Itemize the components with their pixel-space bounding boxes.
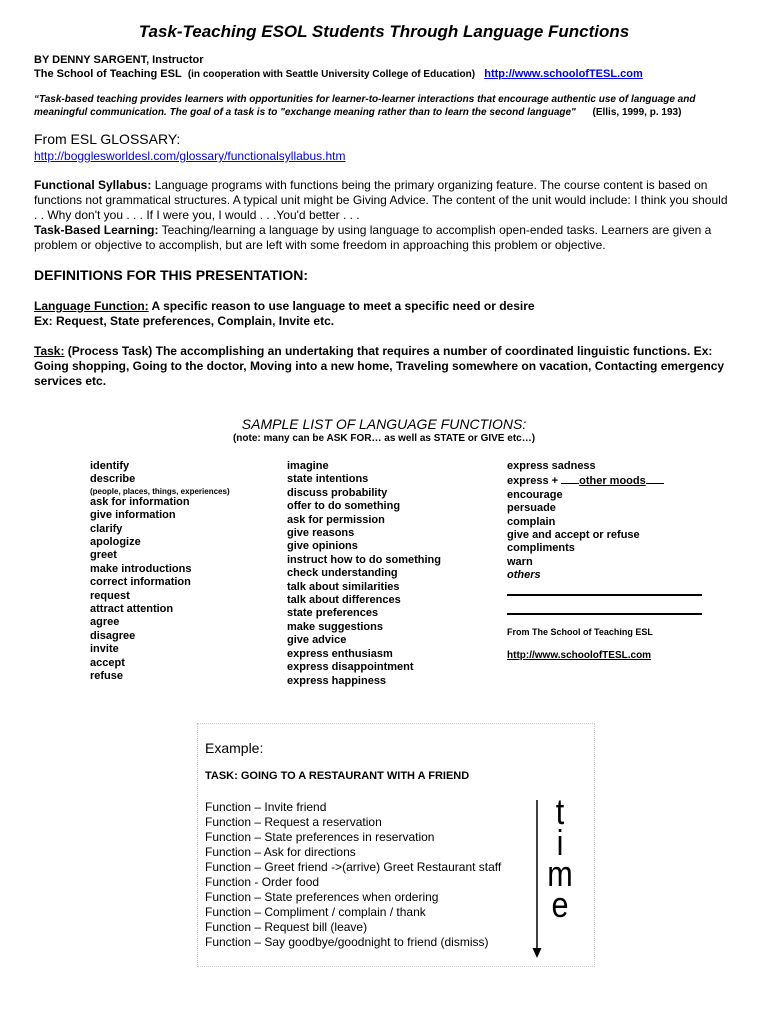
list-item: give advice [287,634,347,647]
glossary-link[interactable]: http://bogglesworldesl.com/glossary/functionalsyllabus.htm [34,149,346,163]
list-item: express happiness [287,674,387,687]
definitions-heading: DEFINITIONS FOR THIS PRESENTATION: [34,267,309,283]
list-item: request [90,589,130,602]
time-letter: e [551,884,569,925]
language-function-text: A specific reason to use language to meet a specific need or desire [148,299,535,313]
school-link[interactable]: http://www.schoolofTESL.com [484,68,643,80]
blank-line [561,473,579,484]
time-letter: i [556,822,564,863]
list-item: discuss probability [287,486,388,499]
list-item: compliments [507,542,575,555]
list-item: Function – Invite friend [205,800,327,814]
list-item: disagree [90,629,136,642]
list-item: state preferences [287,607,379,620]
list-item: Function – Ask for directions [205,845,356,859]
glossary-heading: From ESL GLOSSARY: [34,131,181,147]
list-item: express sadness [507,460,596,472]
sample-list-note: (note: many can be ASK FOR… as well as STATE or GIVE etc…) [232,433,536,444]
time-word [544,791,576,925]
functional-syllabus-text: Language programs with functions being the primary organizing feature. The course content is based on functions not grammatical structures. A typical unit might be Giving Advice. The content of the unit would include: I think you should . . Why don't you . . . If I were you, I would . . .You'd better . . . [34,178,728,222]
list-item: ask for permission [287,513,385,526]
cooperation-note: (in cooperation with Seattle University College of Education) [187,69,476,80]
list-item: persuade [507,502,556,515]
list-item: Function – State preferences when ordering [205,890,439,904]
document-title: Task-Teaching ESOL Students Through Language Functions [138,22,630,41]
list-item: greet [90,549,117,562]
list-item: Function – State preferences in reservation [205,830,435,844]
list-item: Function – Compliment / complain / thank [205,905,426,919]
list-item-note: (people, places, things, experiences) [90,486,230,496]
example-label: Example: [205,740,264,756]
list-item: express disappointment [287,661,414,674]
list-item: complain [507,515,556,528]
source-link[interactable]: http://www.schoolofTESL.com [507,650,652,661]
language-function-label: Language Function: [34,299,149,313]
list-item: describe [90,473,136,486]
list-item: Function – Request a reservation [205,815,382,829]
time-arrow-icon [531,800,543,958]
list-item: state intentions [287,473,369,486]
source-credit: From The School of Teaching ESL [507,627,653,637]
school-line [34,67,643,82]
list-item: Function - Order food [205,875,320,889]
divider-line [507,613,702,615]
list-item: instruct how to do something [287,553,441,566]
list-item: give opinions [287,540,358,553]
list-item: ask for information [90,495,190,508]
list-item: refuse [90,670,124,683]
function-column-3 [507,460,664,583]
list-item: invite [90,643,119,656]
time-letter: t [555,791,565,832]
author-line: BY DENNY SARGENT, Instructor [34,54,204,66]
list-item: make introductions [90,562,192,575]
school-name: The School of Teaching ESL [34,68,182,80]
task-based-learning-para [34,223,734,253]
task-def [34,344,734,389]
list-item-moods [507,473,664,488]
quote-text: “Task-based teaching provides learners with opportunities for learner-to-learner interactions that encourage authentic use of language and meaningful communication. The goal of a task is to "exchange meaning rather than to learn the second language" [34,94,696,118]
byline [34,53,643,82]
functional-syllabus-para [34,178,734,223]
list-item: give reasons [287,527,355,540]
function-column-1 [90,460,230,684]
list-item: identify [90,460,130,472]
list-item-others: others [507,569,541,582]
ellis-quote [34,93,734,119]
blank-line [646,473,664,484]
list-item: Function – Say goodbye/goodnight to friend (dismiss) [205,935,489,949]
task-based-learning-label: Task-Based Learning: [34,223,159,237]
functional-syllabus-label: Functional Syllabus: [34,178,152,192]
list-item: correct information [90,576,191,589]
list-item: Function – Greet friend ->(arrive) Greet Restaurant staff [205,860,502,874]
list-item: clarify [90,522,123,535]
list-item: apologize [90,536,141,549]
language-function-def [34,299,734,329]
task-label: Task: [34,344,65,358]
list-item: imagine [287,460,329,472]
list-item: Function – Request bill (leave) [205,920,368,934]
list-item: talk about similarities [287,580,400,593]
list-item: accept [90,656,125,669]
language-function-examples: Ex: Request, State preferences, Complain, Invite etc. [34,314,335,328]
list-item: talk about differences [287,594,401,607]
list-item: encourage [507,488,563,501]
task-based-learning-text: Teaching/learning a language by using language to accomplish open-ended tasks. Learners are given a problem or objective to accomplish, but are left with some freedom in approaching this problem or objective. [34,223,712,252]
sample-list-heading: SAMPLE LIST OF LANGUAGE FUNCTIONS: [241,416,527,432]
task-text: (Process Task) The accomplishing an undertaking that requires a number of coordinated linguistic functions. Ex: Going shopping, Going to the doctor, Moving into a new home, Traveling somewhere on vacation, Contacting emergency services etc. [34,344,725,388]
list-item: express enthusiasm [287,647,393,660]
quote-citation: (Ellis, 1999, p. 193) [592,107,682,118]
list-item: make suggestions [287,620,383,633]
list-item: warn [507,555,533,568]
function-column-2 [287,460,441,688]
example-task-title: TASK: GOING TO A RESTAURANT WITH A FRIEND [205,770,470,782]
moods-prefix: express + [507,475,562,488]
list-item: check understanding [287,567,398,580]
list-item: give and accept or refuse [507,529,640,542]
list-item: offer to do something [287,500,401,513]
moods-word: other moods [579,475,646,488]
divider-line [507,594,702,596]
time-letter: m [547,853,573,894]
list-item: attract attention [90,603,174,616]
example-function-list [205,800,501,950]
list-item: agree [90,616,120,629]
list-item: give information [90,509,176,522]
